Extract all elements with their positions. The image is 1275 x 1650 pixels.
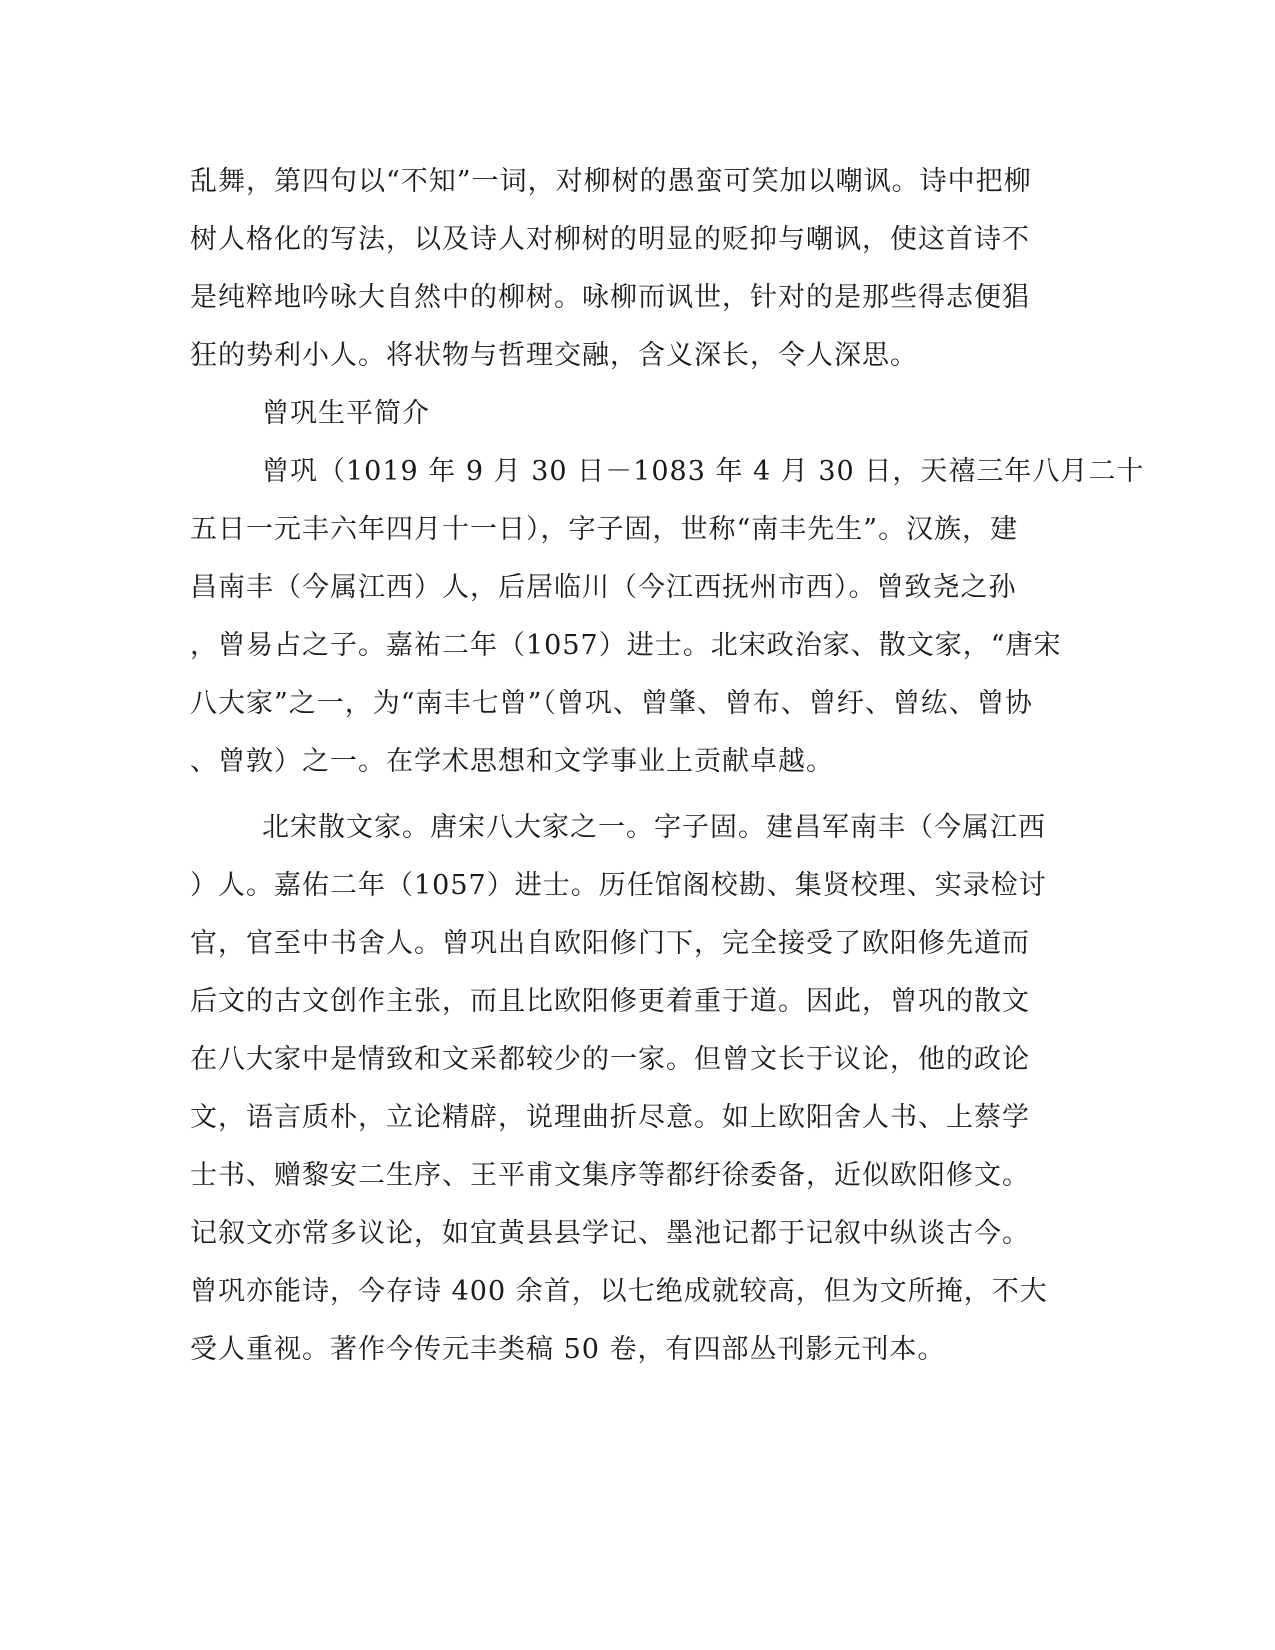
- text-line: 狂的势利小人。将状物与哲理交融，含义深长，令人深思。: [190, 340, 918, 371]
- text-line: 后文的古文创作主张，而且比欧阳修更着重于道。因此，曾巩的散文: [190, 986, 1030, 1017]
- text-line: ）人。嘉佑二年（1057）进士。历任馆阁校勘、集贤校理、实录检讨: [190, 870, 1047, 901]
- text-line: 五日一元丰六年四月十一日），字子固，世称“南丰先生”。汉族，建: [190, 514, 1019, 545]
- text-line: 记叙文亦常多议论，如宜黄县县学记、墨池记都于记叙中纵谈古今。: [190, 1218, 1030, 1249]
- text-line: 昌南丰（今属江西）人，后居临川（今江西抚州市西）。曾致尧之孙: [190, 572, 1017, 603]
- text-line: 曾巩亦能诗，今存诗 400 余首，以七绝成就较高，但为文所掩，不大: [190, 1276, 1048, 1307]
- text-line: 文，语言质朴，立论精辟，说理曲折尽意。如上欧阳舍人书、上蔡学: [190, 1102, 1030, 1133]
- text-line: 北宋散文家。唐宋八大家之一。字子固。建昌军南丰（今属江西: [262, 812, 1046, 843]
- text-line: 、曾敦）之一。在学术思想和文学事业上贡献卓越。: [190, 746, 834, 777]
- text-line: 士书、赠黎安二生序、王平甫文集序等都纡徐委备，近似欧阳修文。: [190, 1160, 1030, 1191]
- text-line: 乱舞，第四句以“不知”一词，对柳树的愚蛮可笑加以嘲讽。诗中把柳: [190, 166, 1032, 197]
- section-heading: 曾巩生平简介: [262, 398, 430, 429]
- text-line: 曾巩（1019 年 9 月 30 日－1083 年 4 月 30 日，天禧三年八月二十: [262, 456, 1145, 487]
- text-line: 在八大家中是情致和文采都较少的一家。但曾文长于议论，他的政论: [190, 1044, 1030, 1075]
- text-line: 官，官至中书舍人。曾巩出自欧阳修门下，完全接受了欧阳修先道而: [190, 928, 1030, 959]
- text-line: 受人重视。著作今传元丰类稿 50 卷，有四部丛刊影元刊本。: [190, 1334, 946, 1365]
- text-line: 树人格化的写法，以及诗人对柳树的明显的贬抑与嘲讽，使这首诗不: [190, 224, 1030, 255]
- text-line: 八大家”之一，为“南丰七曾”（曾巩、曾肇、曾布、曾纡、曾纮、曾协: [190, 688, 1033, 719]
- text-line: ，曾易占之子。嘉祐二年（1057）进士。北宋政治家、散文家，“唐宋: [190, 630, 1062, 661]
- text-line: 是纯粹地吟咏大自然中的柳树。咏柳而讽世，针对的是那些得志便猖: [190, 282, 1030, 313]
